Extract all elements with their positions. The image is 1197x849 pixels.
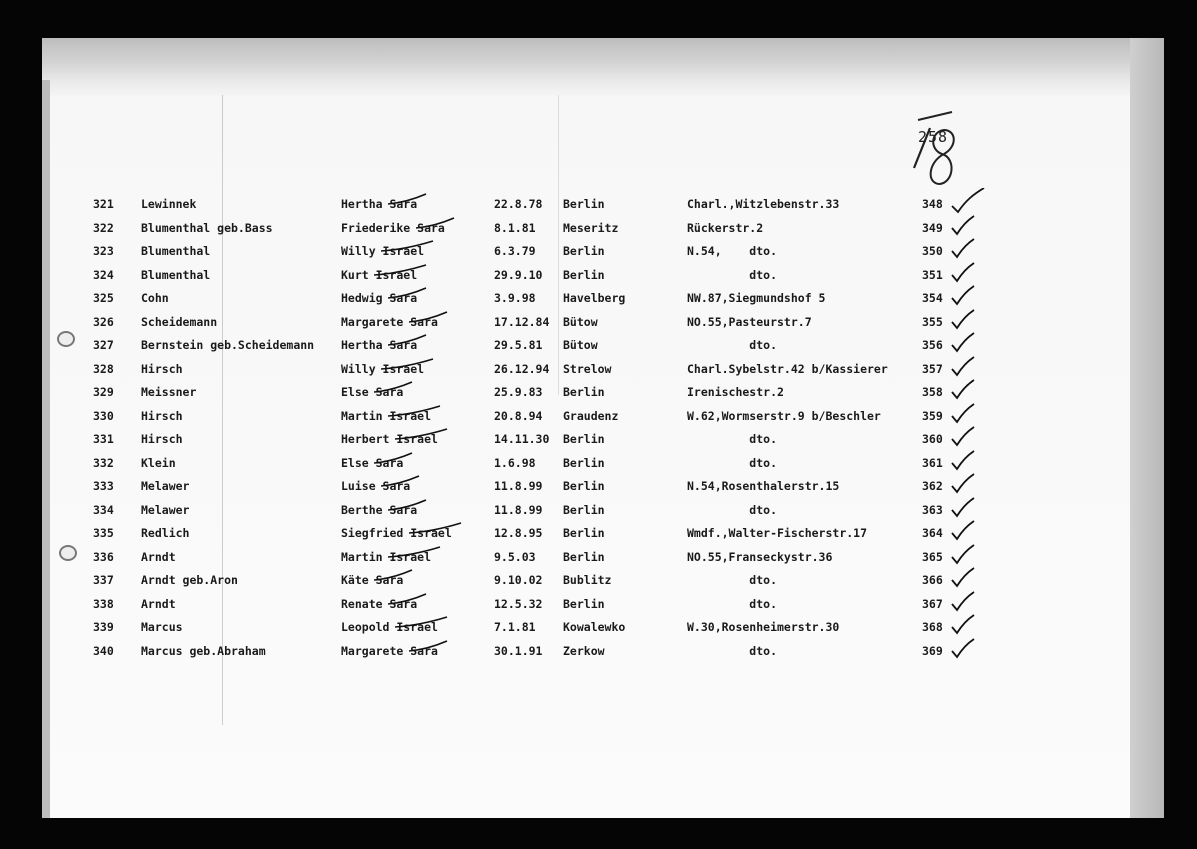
- given-names: Leopold Israel: [341, 620, 438, 634]
- entry-number: 328: [93, 361, 114, 376]
- check-mark-icon: [950, 494, 986, 520]
- reference-number: 360: [922, 432, 943, 446]
- table-row: [0, 312, 1197, 336]
- entry-number: 335: [93, 526, 114, 540]
- table-row: [0, 476, 1197, 500]
- birth-date: 7.1.81: [494, 620, 536, 634]
- entry-number: 326: [93, 314, 114, 329]
- birth-date: 22.8.78: [494, 197, 543, 211]
- table-row: [0, 406, 1197, 430]
- table-row: [0, 570, 1197, 594]
- handwritten-strike-mark: [409, 639, 449, 657]
- birth-date: 9.5.03: [494, 549, 536, 564]
- birth-date: 12.5.32: [494, 596, 543, 611]
- reference-number: 359: [922, 408, 943, 423]
- handwritten-strike-mark: [409, 521, 463, 539]
- given-names: Hertha Sara: [341, 338, 418, 352]
- table-row: [0, 453, 1197, 477]
- surname: Meissner: [141, 385, 197, 399]
- check-mark-icon: [950, 259, 986, 285]
- reference-number: 364: [922, 526, 943, 540]
- birth-place: Berlin: [563, 455, 605, 470]
- table-row: [0, 500, 1197, 524]
- address: NO.55,Franseckystr.36: [687, 549, 833, 564]
- surname: Lewinnek: [141, 197, 197, 211]
- check-mark-icon: [950, 282, 986, 308]
- handwritten-strike-mark: [388, 498, 428, 516]
- birth-date: 20.8.94: [494, 408, 543, 423]
- birth-place: Strelow: [563, 361, 612, 376]
- birth-place: Graudenz: [563, 408, 619, 423]
- handwritten-strike-mark: [374, 263, 428, 281]
- entry-number: 336: [93, 549, 114, 564]
- ledger-table: [0, 194, 1197, 664]
- birth-place: Berlin: [563, 385, 605, 399]
- birth-date: 25.9.83: [494, 385, 543, 399]
- table-row: [0, 288, 1197, 312]
- birth-place: Berlin: [563, 197, 605, 211]
- birth-place: Berlin: [563, 526, 605, 540]
- reference-number: 363: [922, 502, 943, 517]
- reference-number: 362: [922, 479, 943, 493]
- birth-place: Berlin: [563, 502, 605, 517]
- address: dto.: [687, 455, 778, 470]
- given-names: Berthe Sara: [341, 502, 418, 517]
- entry-number: 340: [93, 643, 114, 658]
- birth-place: Bublitz: [563, 573, 612, 587]
- address: dto.: [687, 573, 778, 587]
- reference-number: 349: [922, 220, 943, 235]
- birth-place: Bütow: [563, 314, 598, 329]
- address: Wmdf.,Walter-Fischerstr.17: [687, 526, 868, 540]
- given-names: Martin Israel: [341, 549, 432, 564]
- birth-date: 29.9.10: [494, 267, 543, 282]
- check-mark-icon: [950, 188, 986, 214]
- entry-number: 339: [93, 620, 114, 634]
- handwritten-strike-mark: [388, 404, 442, 422]
- page-number: 258: [918, 128, 949, 146]
- table-row: [0, 429, 1197, 453]
- given-names: Käte Sara: [341, 573, 404, 587]
- address: dto.: [687, 338, 778, 352]
- surname: Klein: [141, 455, 176, 470]
- surname: Redlich: [141, 526, 190, 540]
- birth-place: Kowalewko: [563, 620, 626, 634]
- table-row: [0, 594, 1197, 618]
- handwritten-strike-mark: [388, 192, 428, 210]
- handwritten-strike-mark: [374, 568, 414, 586]
- surname: Scheidemann: [141, 314, 218, 329]
- entry-number: 332: [93, 455, 114, 470]
- given-names: Hedwig Sara: [341, 291, 418, 305]
- address: dto.: [687, 502, 778, 517]
- birth-date: 11.8.99: [494, 479, 543, 493]
- entry-number: 324: [93, 267, 114, 282]
- paper-top-edge: [42, 38, 1164, 80]
- entry-number: 323: [93, 244, 114, 258]
- surname: Arndt: [141, 549, 176, 564]
- check-mark-icon: [950, 400, 986, 426]
- given-names: Willy Israel: [341, 361, 425, 376]
- check-mark-icon: [950, 306, 986, 332]
- birth-date: 11.8.99: [494, 502, 543, 517]
- check-mark-icon: [950, 611, 986, 637]
- birth-date: 6.3.79: [494, 244, 536, 258]
- surname: Marcus geb.Abraham: [141, 643, 266, 658]
- table-row: [0, 241, 1197, 265]
- reference-number: 366: [922, 573, 943, 587]
- surname: Blumenthal: [141, 244, 211, 258]
- birth-date: 29.5.81: [494, 338, 543, 352]
- reference-number: 348: [922, 197, 943, 211]
- entry-number: 325: [93, 291, 114, 305]
- handwritten-strike-mark: [381, 474, 421, 492]
- given-names: Siegfried Israel: [341, 526, 452, 540]
- surname: Arndt: [141, 596, 176, 611]
- check-mark-icon: [950, 447, 986, 473]
- birth-place: Berlin: [563, 267, 605, 282]
- handwritten-strike-mark: [409, 310, 449, 328]
- address: N.54,Rosenthalerstr.15: [687, 479, 840, 493]
- birth-place: Berlin: [563, 549, 605, 564]
- table-row: [0, 359, 1197, 383]
- check-mark-icon: [950, 517, 986, 543]
- given-names: Martin Israel: [341, 408, 432, 423]
- reference-number: 358: [922, 385, 943, 399]
- handwritten-strike-mark: [395, 427, 449, 445]
- entry-number: 333: [93, 479, 114, 493]
- address: NW.87,Siegmundshof 5: [687, 291, 826, 305]
- surname: Blumenthal geb.Bass: [141, 220, 273, 235]
- reference-number: 356: [922, 338, 943, 352]
- entry-number: 338: [93, 596, 114, 611]
- table-row: [0, 335, 1197, 359]
- reference-number: 351: [922, 267, 943, 282]
- reference-number: 350: [922, 244, 943, 258]
- entry-number: 334: [93, 502, 114, 517]
- birth-date: 14.11.30: [494, 432, 550, 446]
- birth-date: 30.1.91: [494, 643, 543, 658]
- handwritten-strike-mark: [388, 333, 428, 351]
- check-mark-icon: [950, 541, 986, 567]
- check-mark-icon: [950, 423, 986, 449]
- entry-number: 322: [93, 220, 114, 235]
- surname: Bernstein geb.Scheidemann: [141, 338, 315, 352]
- check-mark-icon: [950, 353, 986, 379]
- reference-number: 354: [922, 291, 943, 305]
- birth-date: 12.8.95: [494, 526, 543, 540]
- surname: Melawer: [141, 479, 190, 493]
- given-names: Herbert Israel: [341, 432, 438, 446]
- address: dto.: [687, 596, 778, 611]
- given-names: Else Sara: [341, 455, 404, 470]
- surname: Melawer: [141, 502, 190, 517]
- handwritten-strike-mark: [416, 216, 456, 234]
- table-row: [0, 641, 1197, 665]
- reference-number: 355: [922, 314, 943, 329]
- table-row: [0, 523, 1197, 547]
- surname: Hirsch: [141, 408, 183, 423]
- given-names: Renate Sara: [341, 596, 418, 611]
- given-names: Friederike Sara: [341, 220, 445, 235]
- handwritten-strike-mark: [374, 380, 414, 398]
- entry-number: 337: [93, 573, 114, 587]
- birth-date: 8.1.81: [494, 220, 536, 235]
- birth-place: Havelberg: [563, 291, 626, 305]
- address: W.62,Wormserstr.9 b/Beschler: [687, 408, 881, 423]
- entry-number: 329: [93, 385, 114, 399]
- handwritten-number-mark: [900, 110, 970, 190]
- address: Charl.,Witzlebenstr.33: [687, 197, 840, 211]
- table-row: [0, 382, 1197, 406]
- birth-date: 9.10.02: [494, 573, 543, 587]
- entry-number: 330: [93, 408, 114, 423]
- birth-date: 3.9.98: [494, 291, 536, 305]
- table-row: [0, 218, 1197, 242]
- surname: Hirsch: [141, 432, 183, 446]
- table-row: [0, 265, 1197, 289]
- surname: Marcus: [141, 620, 183, 634]
- entry-number: 321: [93, 197, 114, 211]
- reference-number: 361: [922, 455, 943, 470]
- table-row: [0, 617, 1197, 641]
- handwritten-strike-mark: [388, 286, 428, 304]
- check-mark-icon: [950, 564, 986, 590]
- surname: Arndt geb.Aron: [141, 573, 238, 587]
- check-mark-icon: [950, 635, 986, 661]
- address: N.54, dto.: [687, 244, 778, 258]
- handwritten-strike-mark: [388, 592, 428, 610]
- given-names: Kurt Israel: [341, 267, 418, 282]
- birth-place: Meseritz: [563, 220, 619, 235]
- birth-place: Berlin: [563, 596, 605, 611]
- birth-date: 26.12.94: [494, 361, 550, 376]
- given-names: Else Sara: [341, 385, 404, 399]
- address: NO.55,Pasteurstr.7: [687, 314, 812, 329]
- given-names: Margarete Sara: [341, 314, 438, 329]
- surname: Blumenthal: [141, 267, 211, 282]
- handwritten-strike-mark: [395, 615, 449, 633]
- reference-number: 357: [922, 361, 943, 376]
- handwritten-strike-mark: [381, 357, 435, 375]
- reference-number: 367: [922, 596, 943, 611]
- birth-place: Berlin: [563, 432, 605, 446]
- address: Rückerstr.2: [687, 220, 764, 235]
- reference-number: 369: [922, 643, 943, 658]
- address: dto.: [687, 432, 778, 446]
- check-mark-icon: [950, 376, 986, 402]
- check-mark-icon: [950, 212, 986, 238]
- table-row: [0, 194, 1197, 218]
- given-names: Margarete Sara: [341, 643, 438, 658]
- birth-place: Berlin: [563, 479, 605, 493]
- check-mark-icon: [950, 588, 986, 614]
- address: Irenischestr.2: [687, 385, 784, 399]
- birth-date: 17.12.84: [494, 314, 550, 329]
- address: dto.: [687, 267, 778, 282]
- reference-number: 368: [922, 620, 943, 634]
- reference-number: 365: [922, 549, 943, 564]
- given-names: Luise Sara: [341, 479, 411, 493]
- handwritten-strike-mark: [388, 545, 442, 563]
- birth-place: Zerkow: [563, 643, 605, 658]
- table-row: [0, 547, 1197, 571]
- check-mark-icon: [950, 470, 986, 496]
- entry-number: 331: [93, 432, 114, 446]
- birth-date: 1.6.98: [494, 455, 536, 470]
- given-names: Willy Israel: [341, 244, 425, 258]
- check-mark-icon: [950, 329, 986, 355]
- given-names: Hertha Sara: [341, 197, 418, 211]
- birth-place: Bütow: [563, 338, 598, 352]
- address: Charl.Sybelstr.42 b/Kassierer: [687, 361, 888, 376]
- entry-number: 327: [93, 338, 114, 352]
- handwritten-strike-mark: [381, 239, 435, 257]
- address: dto.: [687, 643, 778, 658]
- birth-place: Berlin: [563, 244, 605, 258]
- handwritten-strike-mark: [374, 451, 414, 469]
- address: W.30,Rosenheimerstr.30: [687, 620, 840, 634]
- surname: Cohn: [141, 291, 169, 305]
- surname: Hirsch: [141, 361, 183, 376]
- check-mark-icon: [950, 235, 986, 261]
